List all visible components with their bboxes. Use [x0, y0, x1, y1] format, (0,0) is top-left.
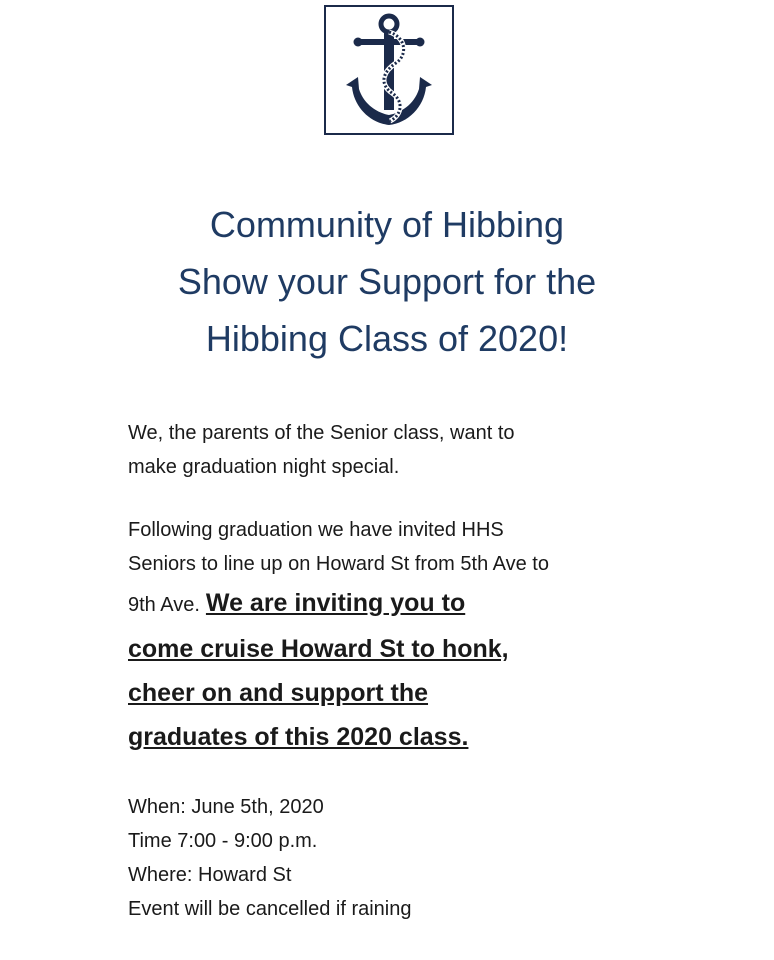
intro-line-2: make graduation night special.	[128, 456, 400, 478]
event-when: When: June 5th, 2020	[128, 796, 324, 818]
invite-line-3-start: 9th Ave.	[128, 594, 200, 616]
invite-line-1: Following graduation we have invited HHS	[128, 519, 504, 541]
headline-line-1: Community of Hibbing	[209, 204, 565, 245]
invite-emphasis-1: We are inviting you to	[205, 589, 466, 617]
invite-emphasis-4: graduates of this 2020 class.	[128, 723, 469, 751]
event-details	[128, 790, 412, 926]
event-note: Event will be cancelled if raining	[128, 898, 412, 920]
invite-line-3	[128, 581, 688, 627]
event-time: Time 7:00 - 9:00 p.m.	[128, 830, 318, 852]
invite-emphasis-2: come cruise Howard St to honk,	[128, 635, 509, 663]
invite-paragraph	[128, 513, 688, 759]
invite-line-2: Seniors to line up on Howard St from 5th Ave to	[128, 553, 549, 575]
intro-paragraph	[128, 416, 688, 484]
anchor-logo	[324, 5, 454, 135]
headline	[0, 196, 774, 367]
event-where: Where: Howard St	[128, 864, 292, 886]
headline-line-2: Show your Support for the	[177, 261, 597, 302]
intro-line-1: We, the parents of the Senior class, want to	[128, 422, 515, 444]
invite-emphasis-3: cheer on and support the	[128, 679, 429, 707]
headline-line-3: Hibbing Class of 2020!	[205, 318, 569, 359]
anchor-icon	[326, 7, 452, 133]
